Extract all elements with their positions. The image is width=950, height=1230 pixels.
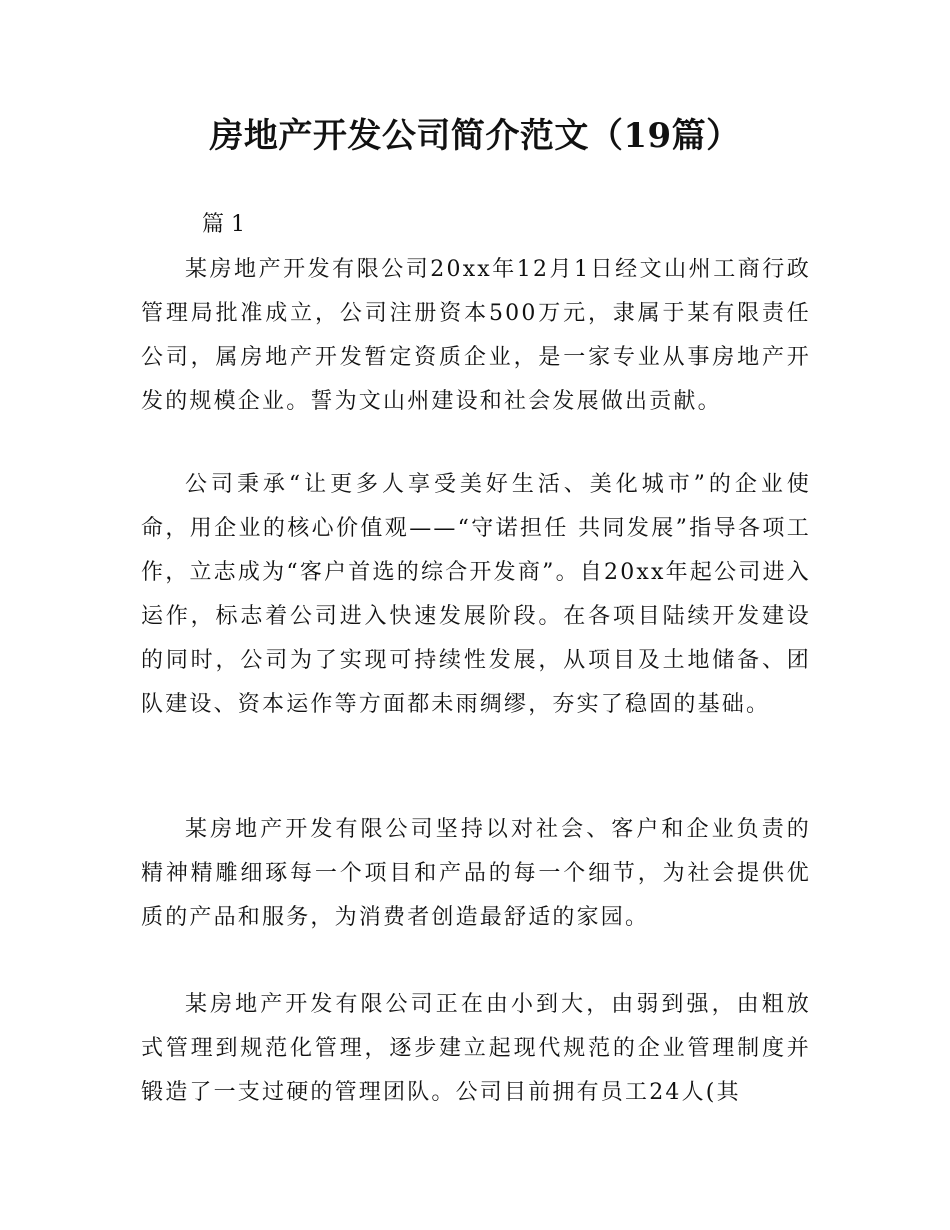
- section-label: 篇 1: [202, 212, 245, 237]
- paragraph-3: 某房地产开发有限公司坚持以对社会、客户和企业负责的精神精雕细琢每一个项目和产品的每一个细节，为社会提供优质的产品和服务，为消费者创造最舒适的家园。: [141, 817, 811, 930]
- paragraph-1: 某房地产开发有限公司20xx年12月1日经文山州工商行政管理局批准成立，公司注册资本500万元，隶属于某有限责任公司，属房地产开发暂定资质企业，是一家专业从事房地产开发的规模企业。誓为文山州建设和社会发展做出贡献。: [141, 257, 811, 414]
- document-title: 房地产开发公司简介范文（19篇）: [209, 116, 741, 156]
- paragraph-4: 某房地产开发有限公司正在由小到大，由弱到强，由粗放式管理到规范化管理，逐步建立起现代规范的企业管理制度并锻造了一支过硬的管理团队。公司目前拥有员工24人(其: [141, 992, 811, 1105]
- paragraph-2: 公司秉承“让更多人享受美好生活、美化城市”的企业使命，用企业的核心价值观——“守诺担任 共同发展”指导各项工作，立志成为“客户首选的综合开发商”。自20xx年起公司进入运作，标志着公司进入快速发展阶段。在各项目陆续开发建设的同时，公司为了实现可持续性发展，从项目及土地储备、团队建设、资本运作等方面都未雨绸缪，夯实了稳固的基础。: [141, 472, 811, 717]
